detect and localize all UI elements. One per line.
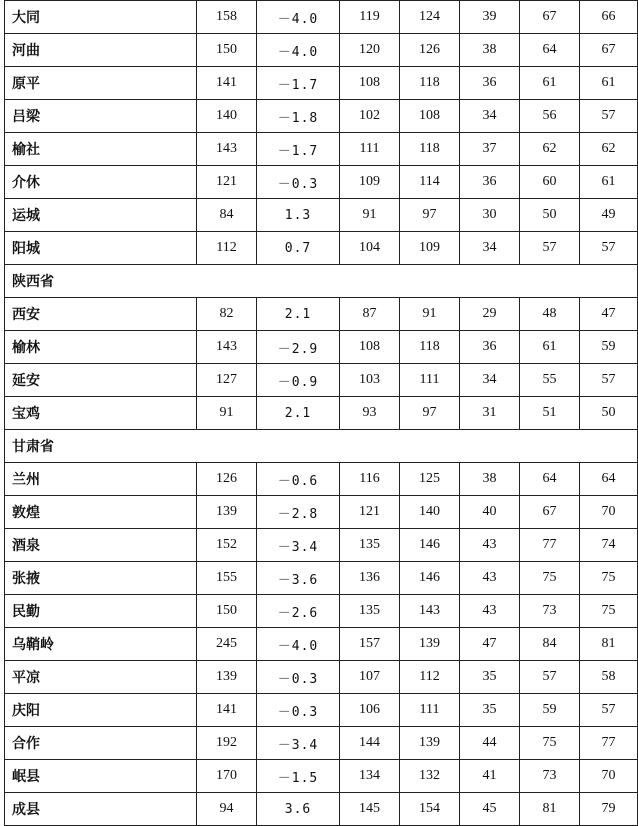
table-cell: 62 [520, 133, 580, 166]
table-cell: 245 [197, 628, 257, 661]
table-row [5, 364, 638, 397]
table-cell: 48 [520, 298, 580, 331]
table-cell: 150 [197, 34, 257, 67]
table-cell: 152 [197, 529, 257, 562]
table-cell: 75 [520, 727, 580, 760]
table-cell: 50 [580, 397, 638, 430]
table-cell: 57 [580, 100, 638, 133]
table-cell: 154 [400, 793, 460, 826]
table-cell: 37 [460, 133, 520, 166]
province-name: 陕西省 [5, 265, 638, 298]
table-cell: 112 [400, 661, 460, 694]
table-cell: 119 [340, 1, 400, 34]
station-name: 民勤 [5, 595, 197, 628]
table-cell: 56 [520, 100, 580, 133]
table-cell: 47 [580, 298, 638, 331]
table-cell: 104 [340, 232, 400, 265]
station-name: 敦煌 [5, 496, 197, 529]
province-header-row [5, 265, 638, 298]
table-cell: 77 [520, 529, 580, 562]
table-cell: 118 [400, 331, 460, 364]
table-cell: 155 [197, 562, 257, 595]
table-cell: 146 [400, 529, 460, 562]
table-cell: －0.3 [257, 694, 340, 727]
table-cell: 143 [197, 133, 257, 166]
table-row [5, 595, 638, 628]
table-cell: 120 [340, 34, 400, 67]
table-cell: 81 [520, 793, 580, 826]
table-cell: 135 [340, 529, 400, 562]
table-row [5, 1, 638, 34]
table-cell: －0.6 [257, 463, 340, 496]
table-cell: 136 [340, 562, 400, 595]
table-cell: 141 [197, 67, 257, 100]
table-cell: 75 [520, 562, 580, 595]
table-cell: 97 [400, 397, 460, 430]
table-row [5, 397, 638, 430]
table-cell: 29 [460, 298, 520, 331]
table-cell: 87 [340, 298, 400, 331]
station-name: 宝鸡 [5, 397, 197, 430]
table-cell: 36 [460, 331, 520, 364]
table-cell: －3.4 [257, 529, 340, 562]
table-cell: 62 [580, 133, 638, 166]
table-row [5, 694, 638, 727]
station-name: 西安 [5, 298, 197, 331]
table-cell: 132 [400, 760, 460, 793]
table-cell: 143 [197, 331, 257, 364]
table-cell: 30 [460, 199, 520, 232]
table-cell: 66 [580, 1, 638, 34]
table-cell: 38 [460, 34, 520, 67]
table-row [5, 199, 638, 232]
table-row [5, 463, 638, 496]
table-cell: 121 [197, 166, 257, 199]
table-cell: 39 [460, 1, 520, 34]
table-cell: －1.7 [257, 133, 340, 166]
table-cell: －3.6 [257, 562, 340, 595]
table-cell: 118 [400, 133, 460, 166]
table-cell: 118 [400, 67, 460, 100]
station-name: 庆阳 [5, 694, 197, 727]
table-cell: 57 [580, 364, 638, 397]
table-row [5, 727, 638, 760]
table-cell: 102 [340, 100, 400, 133]
table-cell: 150 [197, 595, 257, 628]
table-cell: 91 [400, 298, 460, 331]
table-cell: 145 [340, 793, 400, 826]
table-cell: 58 [580, 661, 638, 694]
station-name: 介休 [5, 166, 197, 199]
table-cell: 70 [580, 760, 638, 793]
table-cell: 146 [400, 562, 460, 595]
station-name: 运城 [5, 199, 197, 232]
table-row [5, 760, 638, 793]
table-cell: 79 [580, 793, 638, 826]
table-cell: －4.0 [257, 34, 340, 67]
table-row [5, 529, 638, 562]
table-cell: －2.9 [257, 331, 340, 364]
table-cell: 134 [340, 760, 400, 793]
table-row [5, 793, 638, 826]
station-name: 合作 [5, 727, 197, 760]
station-name: 河曲 [5, 34, 197, 67]
station-name: 原平 [5, 67, 197, 100]
table-cell: 57 [580, 232, 638, 265]
table-cell: 67 [520, 1, 580, 34]
table-row [5, 562, 638, 595]
table-cell: 2.1 [257, 298, 340, 331]
table-cell: 108 [340, 67, 400, 100]
table-cell: 45 [460, 793, 520, 826]
station-name: 延安 [5, 364, 197, 397]
table-row [5, 628, 638, 661]
table-cell: 35 [460, 661, 520, 694]
table-cell: －4.0 [257, 1, 340, 34]
table-cell: 73 [520, 595, 580, 628]
table-cell: 74 [580, 529, 638, 562]
table-cell: 64 [580, 463, 638, 496]
table-cell: 111 [340, 133, 400, 166]
table-cell: 44 [460, 727, 520, 760]
table-cell: 82 [197, 298, 257, 331]
table-cell: 192 [197, 727, 257, 760]
table-row [5, 100, 638, 133]
table-cell: 116 [340, 463, 400, 496]
table-cell: 91 [197, 397, 257, 430]
table-cell: 127 [197, 364, 257, 397]
station-name: 乌鞘岭 [5, 628, 197, 661]
table-cell: 139 [197, 496, 257, 529]
table-cell: 61 [520, 67, 580, 100]
station-name: 榆林 [5, 331, 197, 364]
table-cell: 34 [460, 232, 520, 265]
table-cell: 75 [580, 595, 638, 628]
table-cell: 84 [197, 199, 257, 232]
table-cell: 77 [580, 727, 638, 760]
table-row [5, 166, 638, 199]
table-cell: 108 [340, 331, 400, 364]
table-cell: 157 [340, 628, 400, 661]
province-name: 甘肃省 [5, 430, 638, 463]
station-name: 成县 [5, 793, 197, 826]
station-name: 岷县 [5, 760, 197, 793]
table-cell: 75 [580, 562, 638, 595]
table-cell: 139 [400, 727, 460, 760]
station-name: 平凉 [5, 661, 197, 694]
table-cell: 61 [580, 166, 638, 199]
table-cell: －4.0 [257, 628, 340, 661]
table-cell: 111 [400, 694, 460, 727]
table-cell: 97 [400, 199, 460, 232]
table-cell: 50 [520, 199, 580, 232]
table-cell: 114 [400, 166, 460, 199]
table-cell: 124 [400, 1, 460, 34]
table-cell: －1.7 [257, 67, 340, 100]
table-cell: －0.3 [257, 661, 340, 694]
table-cell: 31 [460, 397, 520, 430]
table-cell: 34 [460, 100, 520, 133]
province-header-row [5, 430, 638, 463]
table-cell: 51 [520, 397, 580, 430]
table-cell: －0.3 [257, 166, 340, 199]
table-cell: 170 [197, 760, 257, 793]
table-row [5, 496, 638, 529]
table-cell: 2.1 [257, 397, 340, 430]
table-row [5, 232, 638, 265]
station-name: 兰州 [5, 463, 197, 496]
table-row [5, 298, 638, 331]
table-cell: 106 [340, 694, 400, 727]
station-name: 榆社 [5, 133, 197, 166]
table-cell: 3.6 [257, 793, 340, 826]
table-cell: 43 [460, 529, 520, 562]
table-cell: 57 [520, 232, 580, 265]
table-row [5, 34, 638, 67]
table-cell: 112 [197, 232, 257, 265]
table-row [5, 133, 638, 166]
station-name: 阳城 [5, 232, 197, 265]
table-cell: 61 [580, 67, 638, 100]
station-name: 张掖 [5, 562, 197, 595]
table-cell: 64 [520, 34, 580, 67]
table-cell: －1.8 [257, 100, 340, 133]
table-cell: 84 [520, 628, 580, 661]
table-cell: 0.7 [257, 232, 340, 265]
table-cell: 47 [460, 628, 520, 661]
table-cell: 140 [197, 100, 257, 133]
table-cell: 60 [520, 166, 580, 199]
table-cell: 55 [520, 364, 580, 397]
table-cell: 43 [460, 595, 520, 628]
table-cell: 64 [520, 463, 580, 496]
table-cell: 43 [460, 562, 520, 595]
table-cell: －0.9 [257, 364, 340, 397]
table-cell: 109 [340, 166, 400, 199]
table-cell: 94 [197, 793, 257, 826]
table-cell: 38 [460, 463, 520, 496]
table-cell: 35 [460, 694, 520, 727]
table-cell: 139 [197, 661, 257, 694]
table-cell: 49 [580, 199, 638, 232]
station-name: 大同 [5, 1, 197, 34]
table-cell: 67 [580, 34, 638, 67]
table-cell: 73 [520, 760, 580, 793]
table-cell: 59 [520, 694, 580, 727]
table-cell: 121 [340, 496, 400, 529]
table-cell: 107 [340, 661, 400, 694]
table-cell: 57 [580, 694, 638, 727]
table-cell: 36 [460, 67, 520, 100]
table-cell: 126 [400, 34, 460, 67]
table-cell: －2.8 [257, 496, 340, 529]
table-cell: 125 [400, 463, 460, 496]
table-row [5, 67, 638, 100]
table-cell: 81 [580, 628, 638, 661]
table-cell: 140 [400, 496, 460, 529]
table-cell: 93 [340, 397, 400, 430]
table-cell: －3.4 [257, 727, 340, 760]
table-cell: 109 [400, 232, 460, 265]
table-cell: 144 [340, 727, 400, 760]
station-name: 酒泉 [5, 529, 197, 562]
table-cell: 59 [580, 331, 638, 364]
table-row [5, 331, 638, 364]
table-cell: 1.3 [257, 199, 340, 232]
table-cell: 36 [460, 166, 520, 199]
table-cell: －1.5 [257, 760, 340, 793]
table-cell: 40 [460, 496, 520, 529]
table-cell: 143 [400, 595, 460, 628]
table-cell: 41 [460, 760, 520, 793]
table-cell: 111 [400, 364, 460, 397]
table-cell: 158 [197, 1, 257, 34]
table-body [5, 1, 638, 826]
table-cell: 126 [197, 463, 257, 496]
table-cell: 61 [520, 331, 580, 364]
table-cell: 139 [400, 628, 460, 661]
table-cell: 70 [580, 496, 638, 529]
table-row [5, 661, 638, 694]
table-cell: 34 [460, 364, 520, 397]
table-cell: 108 [400, 100, 460, 133]
station-name: 吕梁 [5, 100, 197, 133]
table-cell: 135 [340, 595, 400, 628]
table-cell: 103 [340, 364, 400, 397]
table-cell: 57 [520, 661, 580, 694]
table-cell: 141 [197, 694, 257, 727]
table-cell: －2.6 [257, 595, 340, 628]
table-cell: 91 [340, 199, 400, 232]
climate-data-table [4, 0, 638, 826]
table-cell: 67 [520, 496, 580, 529]
